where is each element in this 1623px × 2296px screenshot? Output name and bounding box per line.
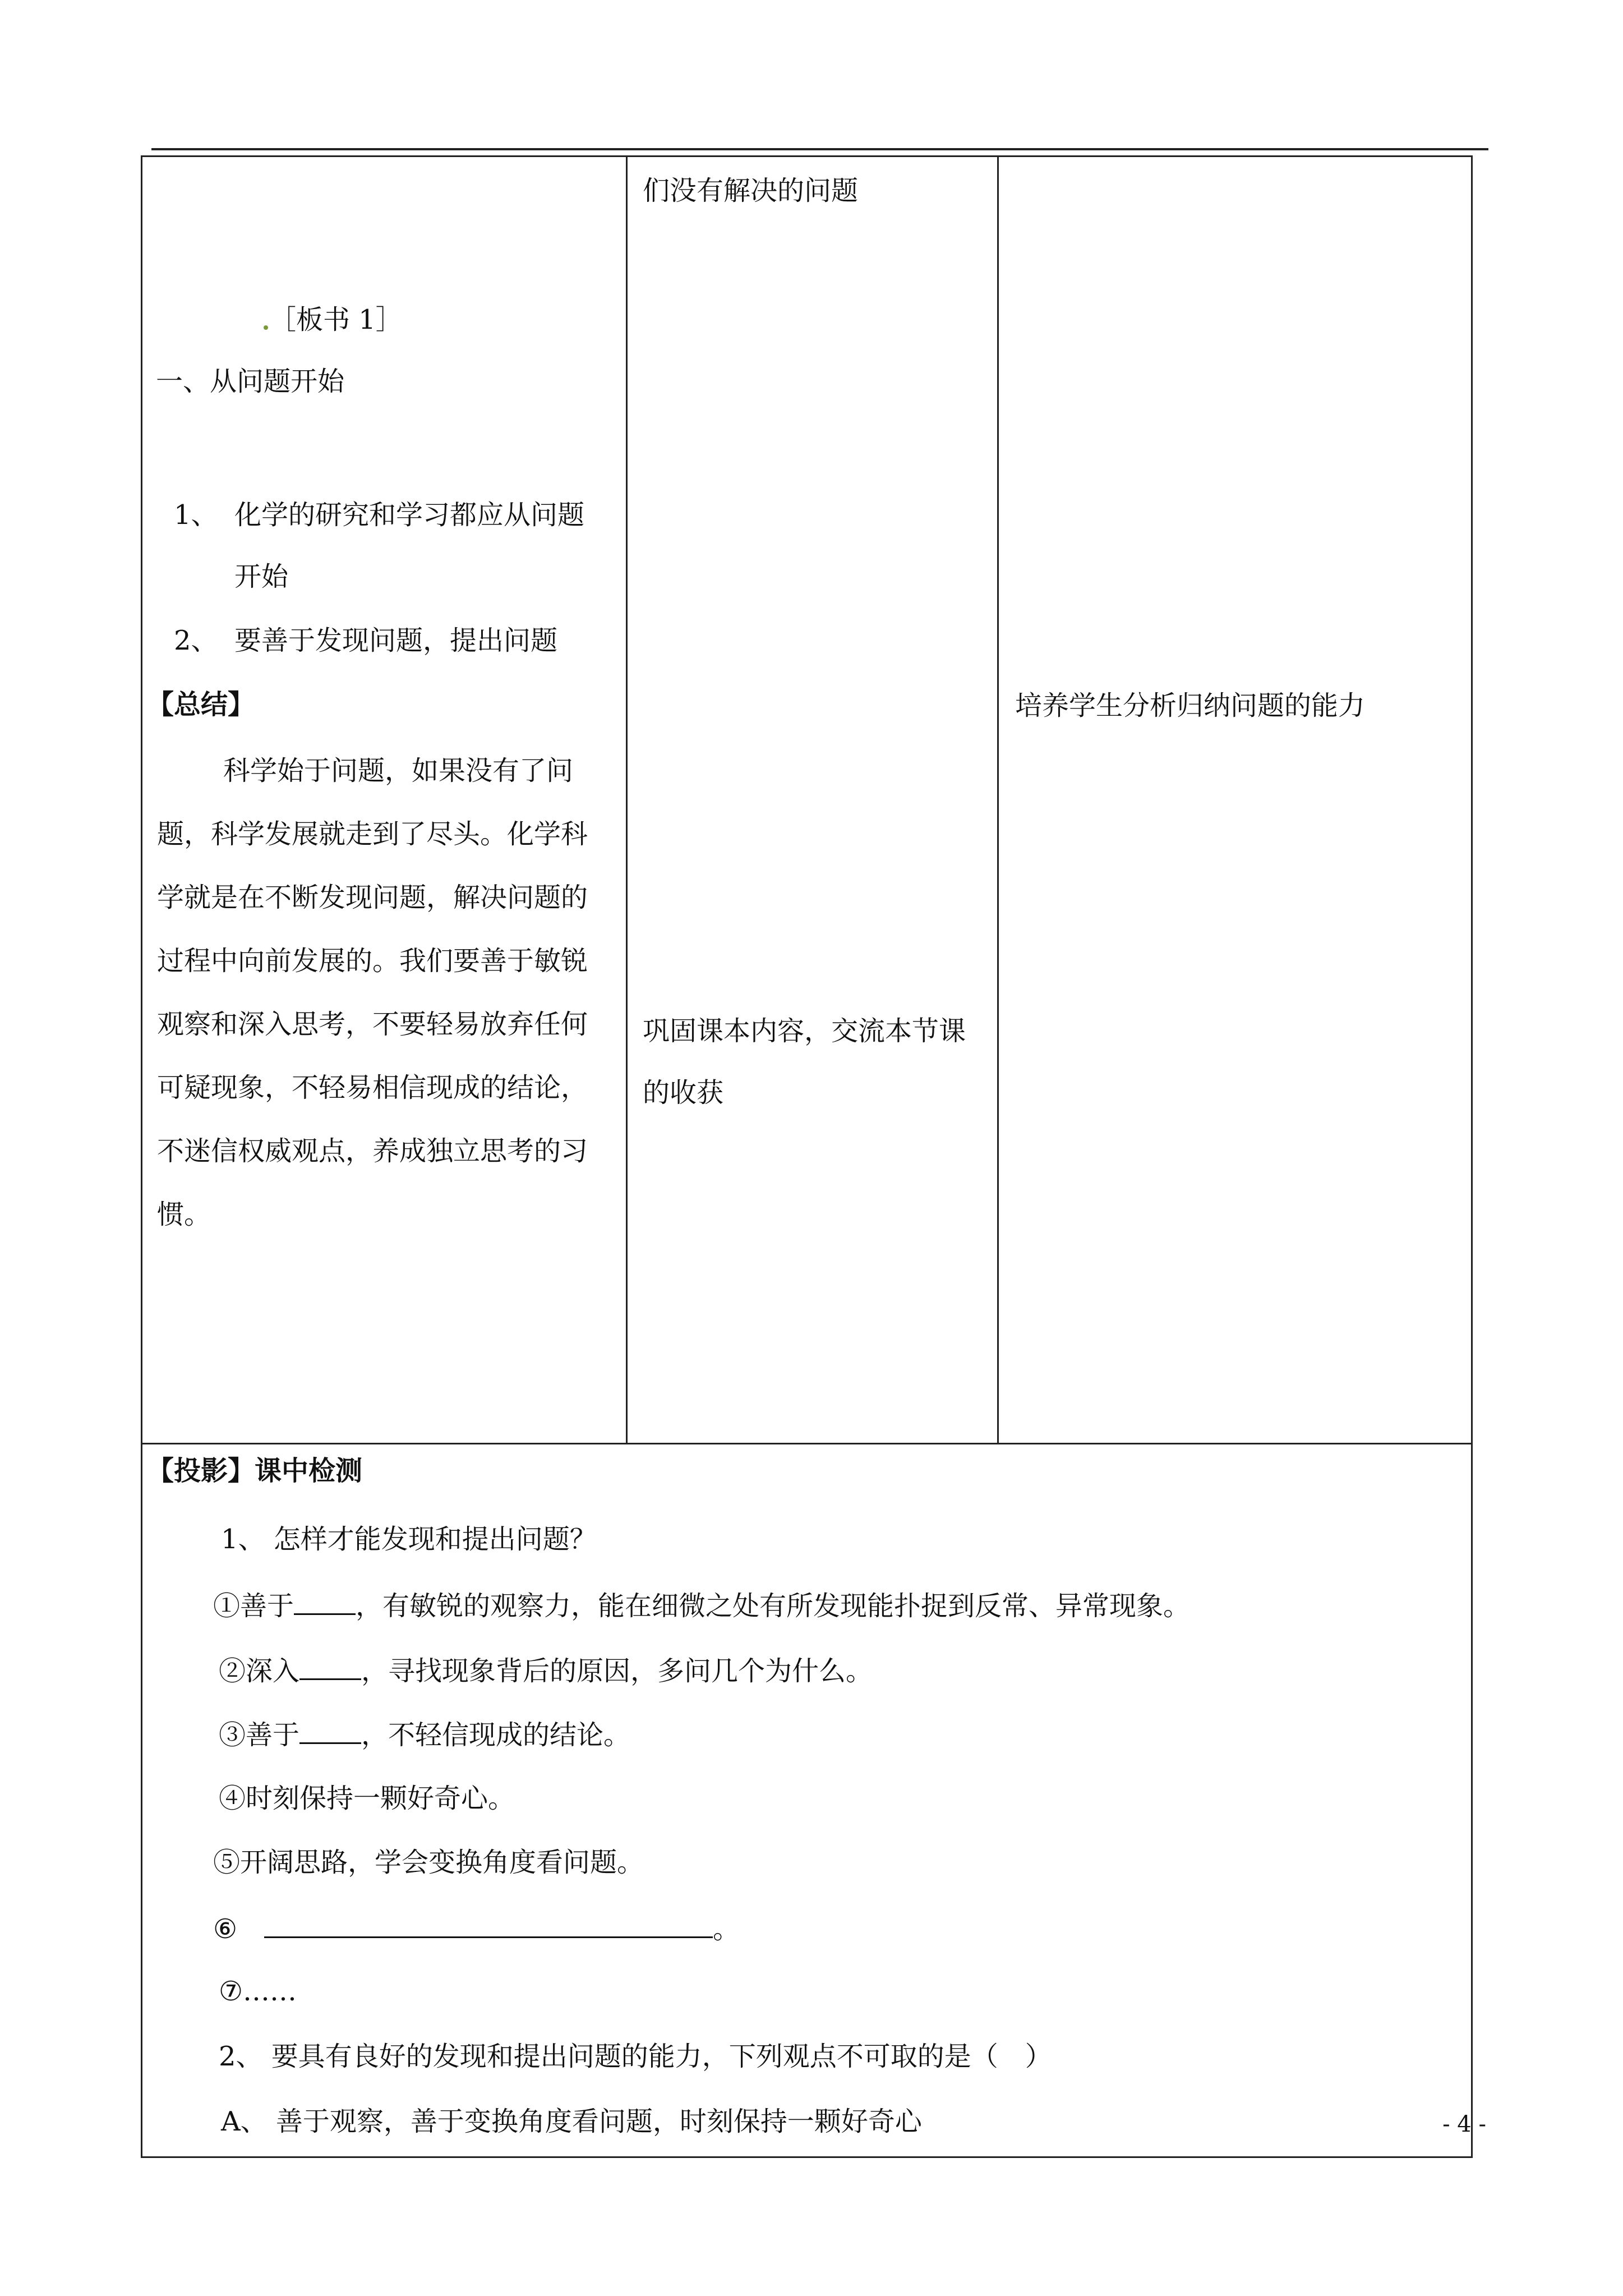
col3-text: 培养学生分析归纳问题的能力 xyxy=(1015,690,1366,721)
item-2-text: 要善于发现问题，提出问题 xyxy=(234,625,558,656)
option-7: ⑦…… xyxy=(219,1976,297,2007)
option-3-suffix: ，不轻信现成的结论。 xyxy=(361,1719,631,1751)
option-1-suffix: ，有敏锐的观察力，能在细微之处有所发现能扑捉到反常、异常现象。 xyxy=(356,1590,1191,1622)
blank-field[interactable] xyxy=(299,1651,361,1680)
column-divider-2 xyxy=(997,155,999,1444)
option-4: ④时刻保持一颗好奇心。 xyxy=(219,1783,515,1814)
col2-bottom-line-1: 巩固课本内容，交流本节课 xyxy=(643,1015,966,1047)
summary-line: 学就是在不断发现问题，解决问题的 xyxy=(157,882,588,913)
option-6-prefix: ⑥ xyxy=(213,1913,238,1945)
option-2-prefix: ②深入 xyxy=(219,1655,300,1687)
item-1-number: 1、 xyxy=(174,499,218,531)
page-number: - 4 - xyxy=(1442,2111,1486,2137)
summary-line: 题，科学发展就走到了尽头。化学科 xyxy=(157,818,588,850)
option-2-suffix: ，寻找现象背后的原因，多问几个为什么。 xyxy=(361,1655,873,1687)
marker-dot xyxy=(264,325,268,330)
option-2 xyxy=(219,1651,873,1689)
summary-label: 【总结】 xyxy=(147,689,255,720)
option-1 xyxy=(213,1586,1190,1624)
blank-field[interactable] xyxy=(299,1715,361,1744)
item-2-number: 2、 xyxy=(174,625,218,656)
summary-line: 观察和深入思考，不要轻易放弃任何 xyxy=(157,1009,588,1040)
summary-line: 可疑现象，不轻易相信现成的结论， xyxy=(157,1072,588,1103)
item-1-line-1: 化学的研究和学习都应从问题 xyxy=(234,499,585,531)
summary-line: 不迷信权威观点，养成独立思考的习 xyxy=(157,1135,588,1167)
summary-line: 过程中向前发展的。我们要善于敏锐 xyxy=(157,945,588,977)
header-rule xyxy=(151,148,1488,150)
col2-top-text: 们没有解决的问题 xyxy=(643,175,859,206)
question-1: 1、 怎样才能发现和提出问题？ xyxy=(221,1524,597,1555)
option-3-prefix: ③善于 xyxy=(219,1719,300,1751)
question-2-option-a: A、 善于观察，善于变换角度看问题，时刻保持一颗好奇心 xyxy=(221,2106,922,2137)
question-2: 2、 要具有良好的发现和提出问题的能力，下列观点不可取的是（ ） xyxy=(219,2041,1052,2072)
option-1-prefix: ①善于 xyxy=(213,1590,294,1622)
board-label: ［板书 1］ xyxy=(269,304,403,335)
option-6 xyxy=(213,1910,740,1947)
summary-line: 惯。 xyxy=(157,1199,211,1230)
item-1-line-2: 开始 xyxy=(234,561,289,592)
test-heading: 【投影】课中检测 xyxy=(147,1455,363,1487)
section-title: 一、从问题开始 xyxy=(156,366,345,397)
summary-line: 科学始于问题，如果没有了问 xyxy=(223,755,574,786)
row-divider xyxy=(141,1443,1473,1444)
option-3 xyxy=(219,1715,630,1753)
col2-bottom-line-2: 的收获 xyxy=(643,1077,724,1108)
option-6-suffix: 。 xyxy=(713,1913,740,1945)
blank-field[interactable] xyxy=(294,1586,356,1615)
blank-field-long[interactable] xyxy=(264,1910,713,1938)
option-5: ⑤开阔思路，学会变换角度看问题。 xyxy=(213,1847,644,1878)
column-divider-1 xyxy=(626,155,628,1444)
